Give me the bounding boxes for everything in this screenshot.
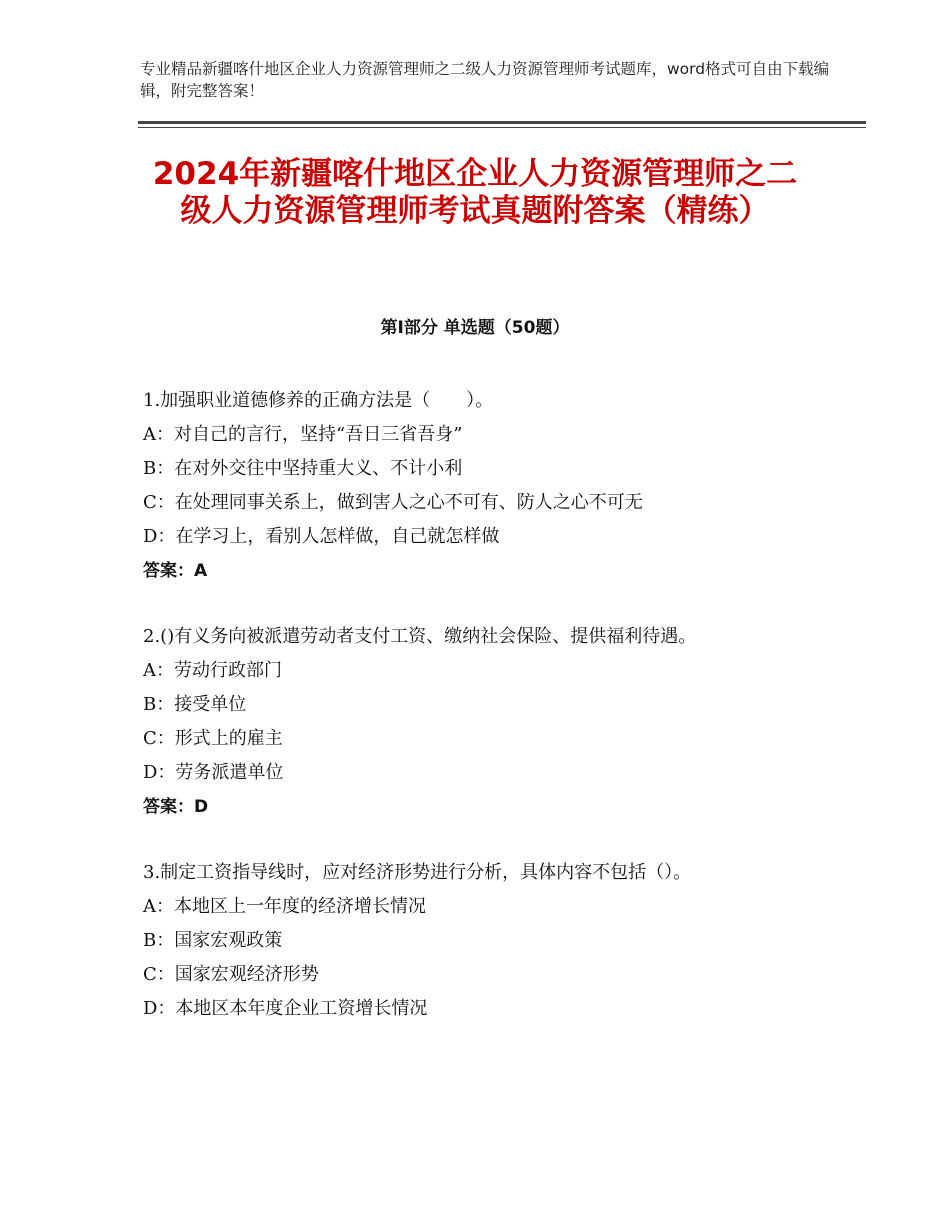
option-a: A：劳动行政部门: [143, 660, 282, 681]
header-divider-thick: [138, 121, 866, 124]
header-divider-thin: [138, 127, 866, 128]
option-d: D：本地区本年度企业工资增长情况: [143, 998, 428, 1019]
question-2: [143, 620, 803, 824]
option-a: A：对自己的言行，坚持“吾日三省吾身”: [143, 424, 463, 445]
option-b: B：国家宏观政策: [143, 930, 283, 951]
question-1: [143, 384, 803, 588]
option-d: D：在学习上，看别人怎样做，自己就怎样做: [143, 526, 500, 547]
option-d: D：劳务派遣单位: [143, 762, 284, 783]
document-title: 2024年新疆喀什地区企业人力资源管理师之二级人力资源管理师考试真题附答案（精练）: [152, 156, 798, 229]
question-stem: 3.制定工资指导线时，应对经济形势进行分析，具体内容不包括（）。: [143, 862, 692, 883]
answer: 答案：A: [143, 561, 208, 581]
section-title: 第Ⅰ部分 单选题（50题）: [380, 318, 570, 338]
question-stem: 2.()有义务向被派遣劳动者支付工资、缴纳社会保险、提供福利待遇。: [143, 626, 697, 647]
header-note: 专业精品新疆喀什地区企业人力资源管理师之二级人力资源管理师考试题库，word格式可自由下载编辑，附完整答案！: [140, 60, 830, 100]
question-3: [143, 856, 803, 1026]
question-list: [143, 384, 803, 1058]
answer: 答案：D: [143, 797, 209, 817]
option-b: B：接受单位: [143, 694, 247, 715]
option-c: C：形式上的雇主: [143, 728, 283, 749]
option-b: B：在对外交往中坚持重大义、不计小利: [143, 458, 463, 479]
option-c: C：在处理同事关系上，做到害人之心不可有、防人之心不可无: [143, 492, 643, 513]
option-c: C：国家宏观经济形势: [143, 964, 319, 985]
option-a: A：本地区上一年度的经济增长情况: [143, 896, 426, 917]
question-stem: 1.加强职业道德修养的正确方法是（ ）。: [143, 390, 494, 411]
